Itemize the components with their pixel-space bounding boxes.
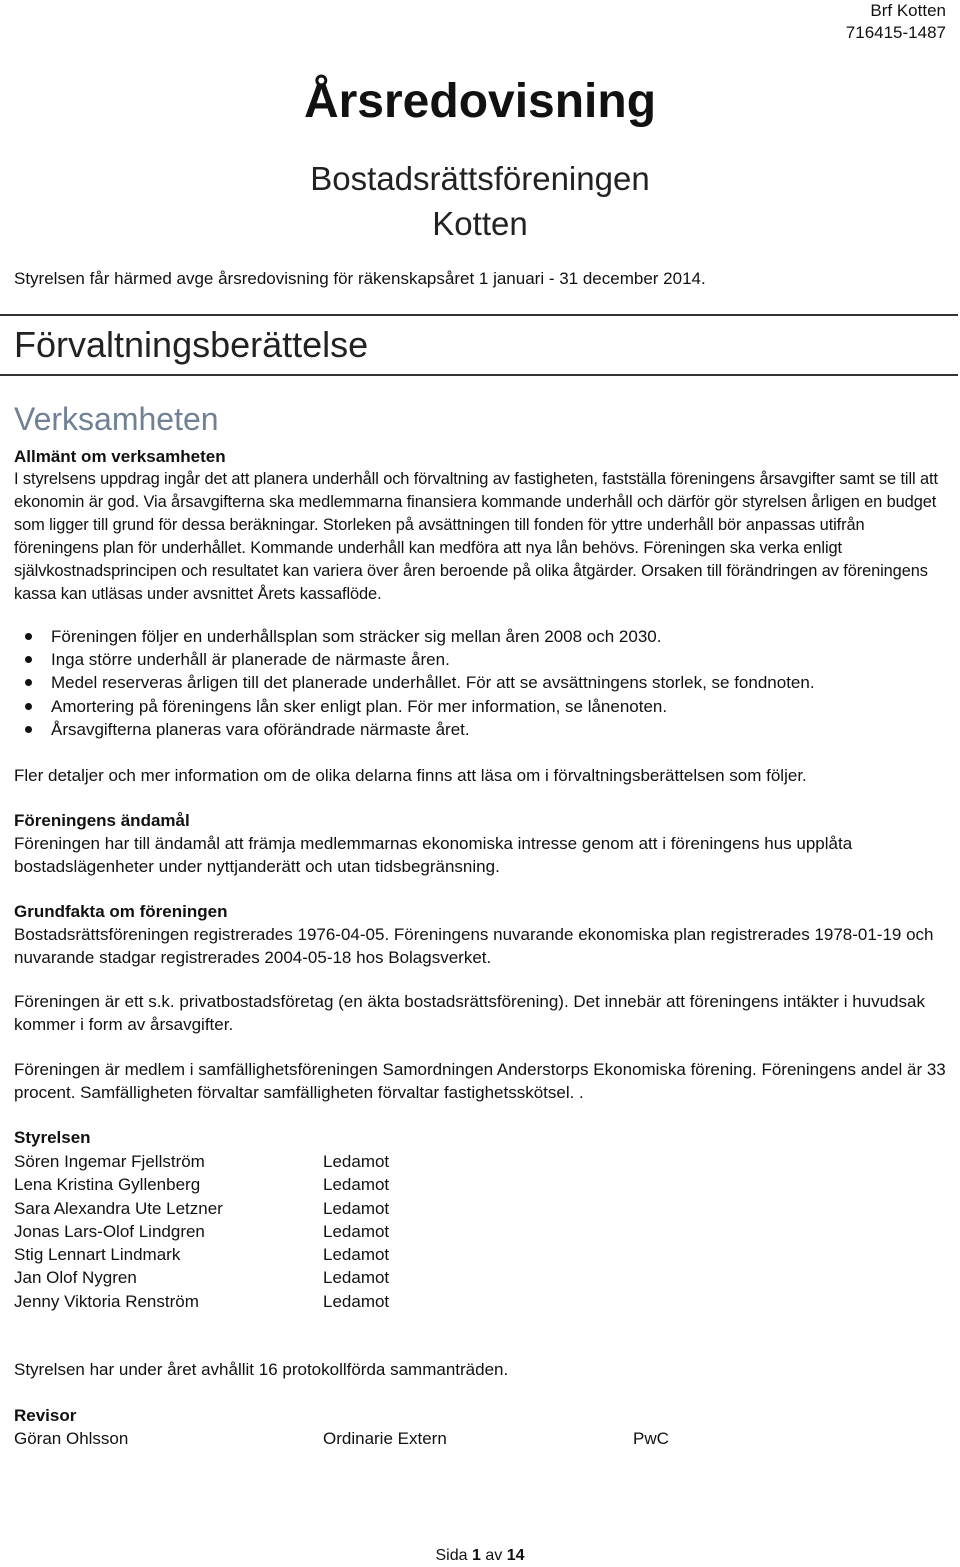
auditor-name: Göran Ohlsson	[14, 1429, 129, 1448]
meetings-text: Styrelsen har under året avhållit 16 protokollförda sammanträden.	[14, 1360, 509, 1379]
auditor-firm: PwC	[633, 1429, 669, 1448]
footer-page-number: 1	[471, 1547, 481, 1564]
grundfakta-heading: Grundfakta om föreningen	[14, 902, 228, 921]
list-item: Årsavgifterna planeras vara oförändrade närmaste året.	[14, 718, 815, 741]
member-role: Ledamot	[323, 1175, 390, 1195]
org-name: Brf Kotten	[870, 1, 946, 20]
styrelsen-heading: Styrelsen	[14, 1128, 91, 1147]
bullet-icon	[25, 679, 32, 686]
list-item: Inga större underhåll är planerade de närmaste åren.	[14, 648, 815, 671]
member-name: Jenny Viktoria Renström	[14, 1291, 199, 1311]
board-member-row	[14, 1243, 390, 1266]
page-subtitle	[0, 156, 960, 246]
page-title: Årsredovisning	[303, 75, 657, 128]
section-title: Förvaltningsberättelse	[14, 324, 369, 365]
member-name: Stig Lennart Lindmark	[14, 1245, 181, 1265]
board-member-row	[14, 1266, 390, 1289]
member-name: Sören Ingemar Fjellström	[14, 1152, 205, 1171]
board-member-row	[14, 1220, 390, 1243]
section-rule-top	[0, 314, 958, 316]
member-role: Ledamot	[323, 1268, 390, 1288]
member-role: Ledamot	[323, 1245, 390, 1265]
subtitle-line-2: Kotten	[432, 205, 528, 242]
allmant-heading: Allmänt om verksamheten	[14, 447, 226, 466]
board-member-row	[14, 1150, 390, 1173]
member-name: Jan Olof Nygren	[14, 1268, 137, 1288]
list-item: Amortering på föreningens lån sker enligt plan. För mer information, se lånenoten.	[14, 695, 815, 718]
more-info-text: Fler detaljer och mer information om de olika delarna finns att läsa om i förvaltningsberättelsen som följer.	[14, 766, 807, 785]
member-role: Ledamot	[323, 1198, 390, 1218]
board-member-row	[14, 1197, 390, 1220]
bullet-icon	[25, 633, 32, 640]
footer-separator: av	[485, 1547, 503, 1564]
org-number: 716415-1487	[845, 23, 946, 42]
section-rule-bottom	[0, 374, 958, 376]
grundfakta-paragraph-2: Föreningen är ett s.k. privatbostadsföretag (en äkta bostadsrättsförening). Det innebär att föreningens intäkter i huvudsak kommer i form av årsavgifter.	[14, 992, 925, 1034]
andamal-paragraph: Föreningen har till ändamål att främja medlemmarnas ekonomiska intresse genom att i föreningens hus upplåta bostadslägenheter under nyttjanderätt och utan tidsbegränsning.	[14, 834, 853, 876]
board-member-row	[14, 1173, 390, 1196]
intro-text: Styrelsen får härmed avge årsredovisning för räkenskapsåret 1 januari - 31 december 2014.	[14, 269, 706, 288]
member-name: Lena Kristina Gyllenberg	[14, 1175, 201, 1195]
footer-prefix: Sida	[435, 1547, 468, 1564]
list-item: Medel reserveras årligen till det planerade underhållet. För att se avsättningens storlek, se fondnoten.	[14, 671, 815, 694]
bullet-icon	[25, 656, 32, 663]
footer-total-pages: 14	[506, 1547, 525, 1564]
auditor-row	[14, 1427, 954, 1450]
revisor-heading: Revisor	[14, 1406, 77, 1425]
document-header	[846, 0, 946, 44]
member-role: Ledamot	[323, 1221, 390, 1241]
bullet-list	[14, 625, 815, 741]
board-members-list	[14, 1150, 390, 1313]
list-item: Föreningen följer en underhållsplan som sträcker sig mellan åren 2008 och 2030.	[14, 625, 815, 648]
allmant-paragraph: I styrelsens uppdrag ingår det att planera underhåll och förvaltning av fastigheten, fastställa föreningens årsavgifter samt se till att ekonomin är god. Via årsavgifterna ska medlemmarna finansiera kommande underhåll och därför gör styrelsen årligen en budget som ligger till grund för dessa beräkningar. Storleken på avsättningen till fonden för yttre underhåll bör anpassas utifrån föreningens plan för underhållet. Kommande underhåll kan medföra att nya lån behövs. Föreningen ska verka enligt självkostnadsprincipen och resultatet kan variera över åren beroende på olika åtgärder. Orsaken till förändringen av föreningens kassa kan utläsas under avsnittet Årets kassaflöde.	[14, 470, 938, 603]
grundfakta-paragraph-3: Föreningen är medlem i samfällighetsföreningen Samordningen Anderstorps Ekonomiska förening. Föreningens andel är 33 procent. Samfälligheten förvaltar samfälligheten förvaltar fastighetsskötsel. .	[14, 1060, 946, 1102]
subtitle-line-1: Bostadsrättsföreningen	[310, 160, 650, 197]
auditor-type: Ordinarie Extern	[323, 1429, 447, 1448]
subsection-title: Verksamheten	[14, 401, 219, 437]
member-name: Jonas Lars-Olof Lindgren	[14, 1221, 205, 1241]
member-role: Ledamot	[323, 1291, 390, 1311]
bullet-icon	[25, 703, 32, 710]
bullet-icon	[25, 726, 32, 733]
board-member-row	[14, 1290, 390, 1313]
page-footer	[0, 1545, 960, 1567]
andamal-heading: Föreningens ändamål	[14, 811, 190, 830]
member-name: Sara Alexandra Ute Letzner	[14, 1198, 223, 1218]
grundfakta-paragraph-1: Bostadsrättsföreningen registrerades 1976-04-05. Föreningens nuvarande ekonomiska plan registrerades 1978-01-19 och nuvarande stadgar registrerades 2004-05-18 hos Bolagsverket.	[14, 925, 934, 967]
member-role: Ledamot	[323, 1152, 390, 1171]
